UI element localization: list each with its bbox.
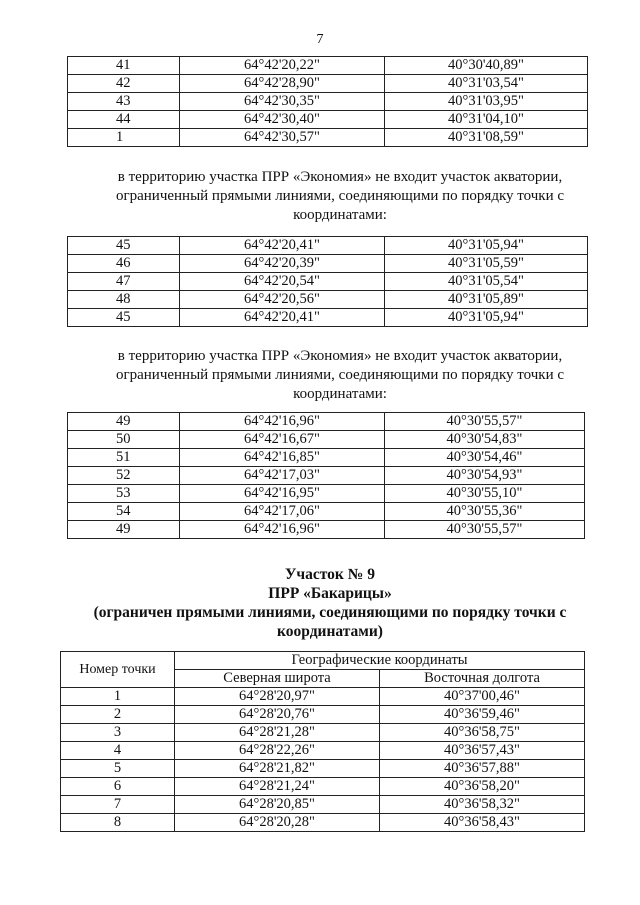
- latitude-cell: 64°42'20,54": [180, 273, 385, 291]
- point-number-cell: 45: [68, 309, 180, 327]
- table-row: [68, 485, 585, 503]
- point-number-cell: 48: [68, 291, 180, 309]
- table-row: [61, 724, 585, 742]
- longitude-cell: 40°30'55,10": [385, 485, 585, 503]
- latitude-cell: 64°42'28,90": [180, 75, 385, 93]
- latitude-cell: 64°42'16,96": [180, 521, 385, 539]
- point-number-cell: 52: [68, 467, 180, 485]
- latitude-cell: 64°28'20,97": [175, 688, 380, 706]
- table-row: [61, 796, 585, 814]
- longitude-cell: 40°36'57,88": [380, 760, 585, 778]
- table-row: [68, 521, 585, 539]
- latitude-cell: 64°42'17,03": [180, 467, 385, 485]
- longitude-cell: 40°30'55,57": [385, 521, 585, 539]
- table-row: [68, 291, 588, 309]
- latitude-cell: 64°42'30,40": [180, 111, 385, 129]
- longitude-cell: 40°37'00,46": [380, 688, 585, 706]
- point-number-cell: 49: [68, 413, 180, 431]
- longitude-cell: 40°31'05,59": [385, 255, 588, 273]
- longitude-cell: 40°31'08,59": [385, 129, 588, 147]
- latitude-cell: 64°42'16,67": [180, 431, 385, 449]
- point-number-cell: 4: [61, 742, 175, 760]
- latitude-cell: 64°28'21,28": [175, 724, 380, 742]
- section-title: Участок № 9: [285, 566, 375, 583]
- latitude-cell: 64°42'20,41": [180, 237, 385, 255]
- longitude-cell: 40°31'03,54": [385, 75, 588, 93]
- latitude-cell: 64°28'21,24": [175, 778, 380, 796]
- latitude-cell: 64°42'16,95": [180, 485, 385, 503]
- table-row: [68, 413, 585, 431]
- longitude-cell: 40°30'40,89": [385, 57, 588, 75]
- header-latitude: Северная широта: [175, 670, 380, 688]
- point-number-cell: 6: [61, 778, 175, 796]
- table-row: [68, 129, 588, 147]
- longitude-cell: 40°31'05,94": [385, 237, 588, 255]
- latitude-cell: 64°42'20,39": [180, 255, 385, 273]
- point-number-cell: 53: [68, 485, 180, 503]
- point-number-cell: 45: [68, 237, 180, 255]
- point-number-cell: 49: [68, 521, 180, 539]
- latitude-cell: 64°42'20,56": [180, 291, 385, 309]
- point-number-cell: 2: [61, 706, 175, 724]
- longitude-cell: 40°31'04,10": [385, 111, 588, 129]
- table-row: [68, 503, 585, 521]
- table-row: [61, 706, 585, 724]
- latitude-cell: 64°42'20,41": [180, 309, 385, 327]
- page-number: 7: [316, 32, 324, 47]
- latitude-cell: 64°28'20,76": [175, 706, 380, 724]
- point-number-cell: 44: [68, 111, 180, 129]
- table-row: [68, 111, 588, 129]
- latitude-cell: 64°42'20,22": [180, 57, 385, 75]
- point-number-cell: 41: [68, 57, 180, 75]
- longitude-cell: 40°36'58,43": [380, 814, 585, 832]
- longitude-cell: 40°36'57,43": [380, 742, 585, 760]
- point-number-cell: 7: [61, 796, 175, 814]
- point-number-cell: 43: [68, 93, 180, 111]
- exclusion-paragraph-2: в территорию участка ПРР «Экономия» не входит участок акватории, ограниченный прямыми линиями, соединяющими по порядку точки с координатами:: [115, 348, 565, 402]
- longitude-cell: 40°30'55,57": [385, 413, 585, 431]
- point-number-cell: 54: [68, 503, 180, 521]
- point-number-cell: 3: [61, 724, 175, 742]
- longitude-cell: 40°30'55,36": [385, 503, 585, 521]
- table-row: [61, 814, 585, 832]
- point-number-cell: 46: [68, 255, 180, 273]
- coordinates-table-bakaritsy: [60, 651, 585, 832]
- table-row: [68, 273, 588, 291]
- latitude-cell: 64°42'30,57": [180, 129, 385, 147]
- longitude-cell: 40°36'58,32": [380, 796, 585, 814]
- point-number-cell: 1: [61, 688, 175, 706]
- latitude-cell: 64°42'16,96": [180, 413, 385, 431]
- table-row: [68, 57, 588, 75]
- longitude-cell: 40°36'59,46": [380, 706, 585, 724]
- coordinates-table-3: [67, 412, 585, 539]
- latitude-cell: 64°28'20,28": [175, 814, 380, 832]
- table-row: [68, 431, 585, 449]
- longitude-cell: 40°31'03,95": [385, 93, 588, 111]
- point-number-cell: 42: [68, 75, 180, 93]
- table-row: [68, 93, 588, 111]
- coordinates-table-1: [67, 56, 588, 147]
- longitude-cell: 40°30'54,83": [385, 431, 585, 449]
- longitude-cell: 40°31'05,89": [385, 291, 588, 309]
- table-row: [68, 255, 588, 273]
- longitude-cell: 40°31'05,54": [385, 273, 588, 291]
- table-row: [68, 449, 585, 467]
- table-row: [61, 688, 585, 706]
- coordinates-table-2: [67, 236, 588, 327]
- table-row: [61, 760, 585, 778]
- table-row: [61, 778, 585, 796]
- longitude-cell: 40°36'58,75": [380, 724, 585, 742]
- exclusion-paragraph-1: в территорию участка ПРР «Экономия» не входит участок акватории, ограниченный прямыми линиями, соединяющими по порядку точки с координатами:: [115, 169, 565, 223]
- table-row: [68, 237, 588, 255]
- section-subtitle: (ограничен прямыми линиями, соединяющими по порядку точки с координатами): [93, 604, 567, 640]
- latitude-cell: 64°42'30,35": [180, 93, 385, 111]
- section-name: ПРР «Бакарицы»: [268, 585, 392, 602]
- table-row: [68, 309, 588, 327]
- latitude-cell: 64°28'20,85": [175, 796, 380, 814]
- table-row: [68, 75, 588, 93]
- point-number-cell: 50: [68, 431, 180, 449]
- latitude-cell: 64°42'17,06": [180, 503, 385, 521]
- header-point-number: Номер точки: [61, 652, 175, 688]
- table-row: [61, 742, 585, 760]
- longitude-cell: 40°30'54,93": [385, 467, 585, 485]
- point-number-cell: 5: [61, 760, 175, 778]
- point-number-cell: 51: [68, 449, 180, 467]
- longitude-cell: 40°31'05,94": [385, 309, 588, 327]
- longitude-cell: 40°36'58,20": [380, 778, 585, 796]
- latitude-cell: 64°28'21,82": [175, 760, 380, 778]
- table-row: [68, 467, 585, 485]
- point-number-cell: 1: [68, 129, 180, 147]
- point-number-cell: 8: [61, 814, 175, 832]
- header-longitude: Восточная долгота: [380, 670, 585, 688]
- longitude-cell: 40°30'54,46": [385, 449, 585, 467]
- point-number-cell: 47: [68, 273, 180, 291]
- latitude-cell: 64°28'22,26": [175, 742, 380, 760]
- header-geo-coordinates: Географические координаты: [175, 652, 585, 670]
- latitude-cell: 64°42'16,85": [180, 449, 385, 467]
